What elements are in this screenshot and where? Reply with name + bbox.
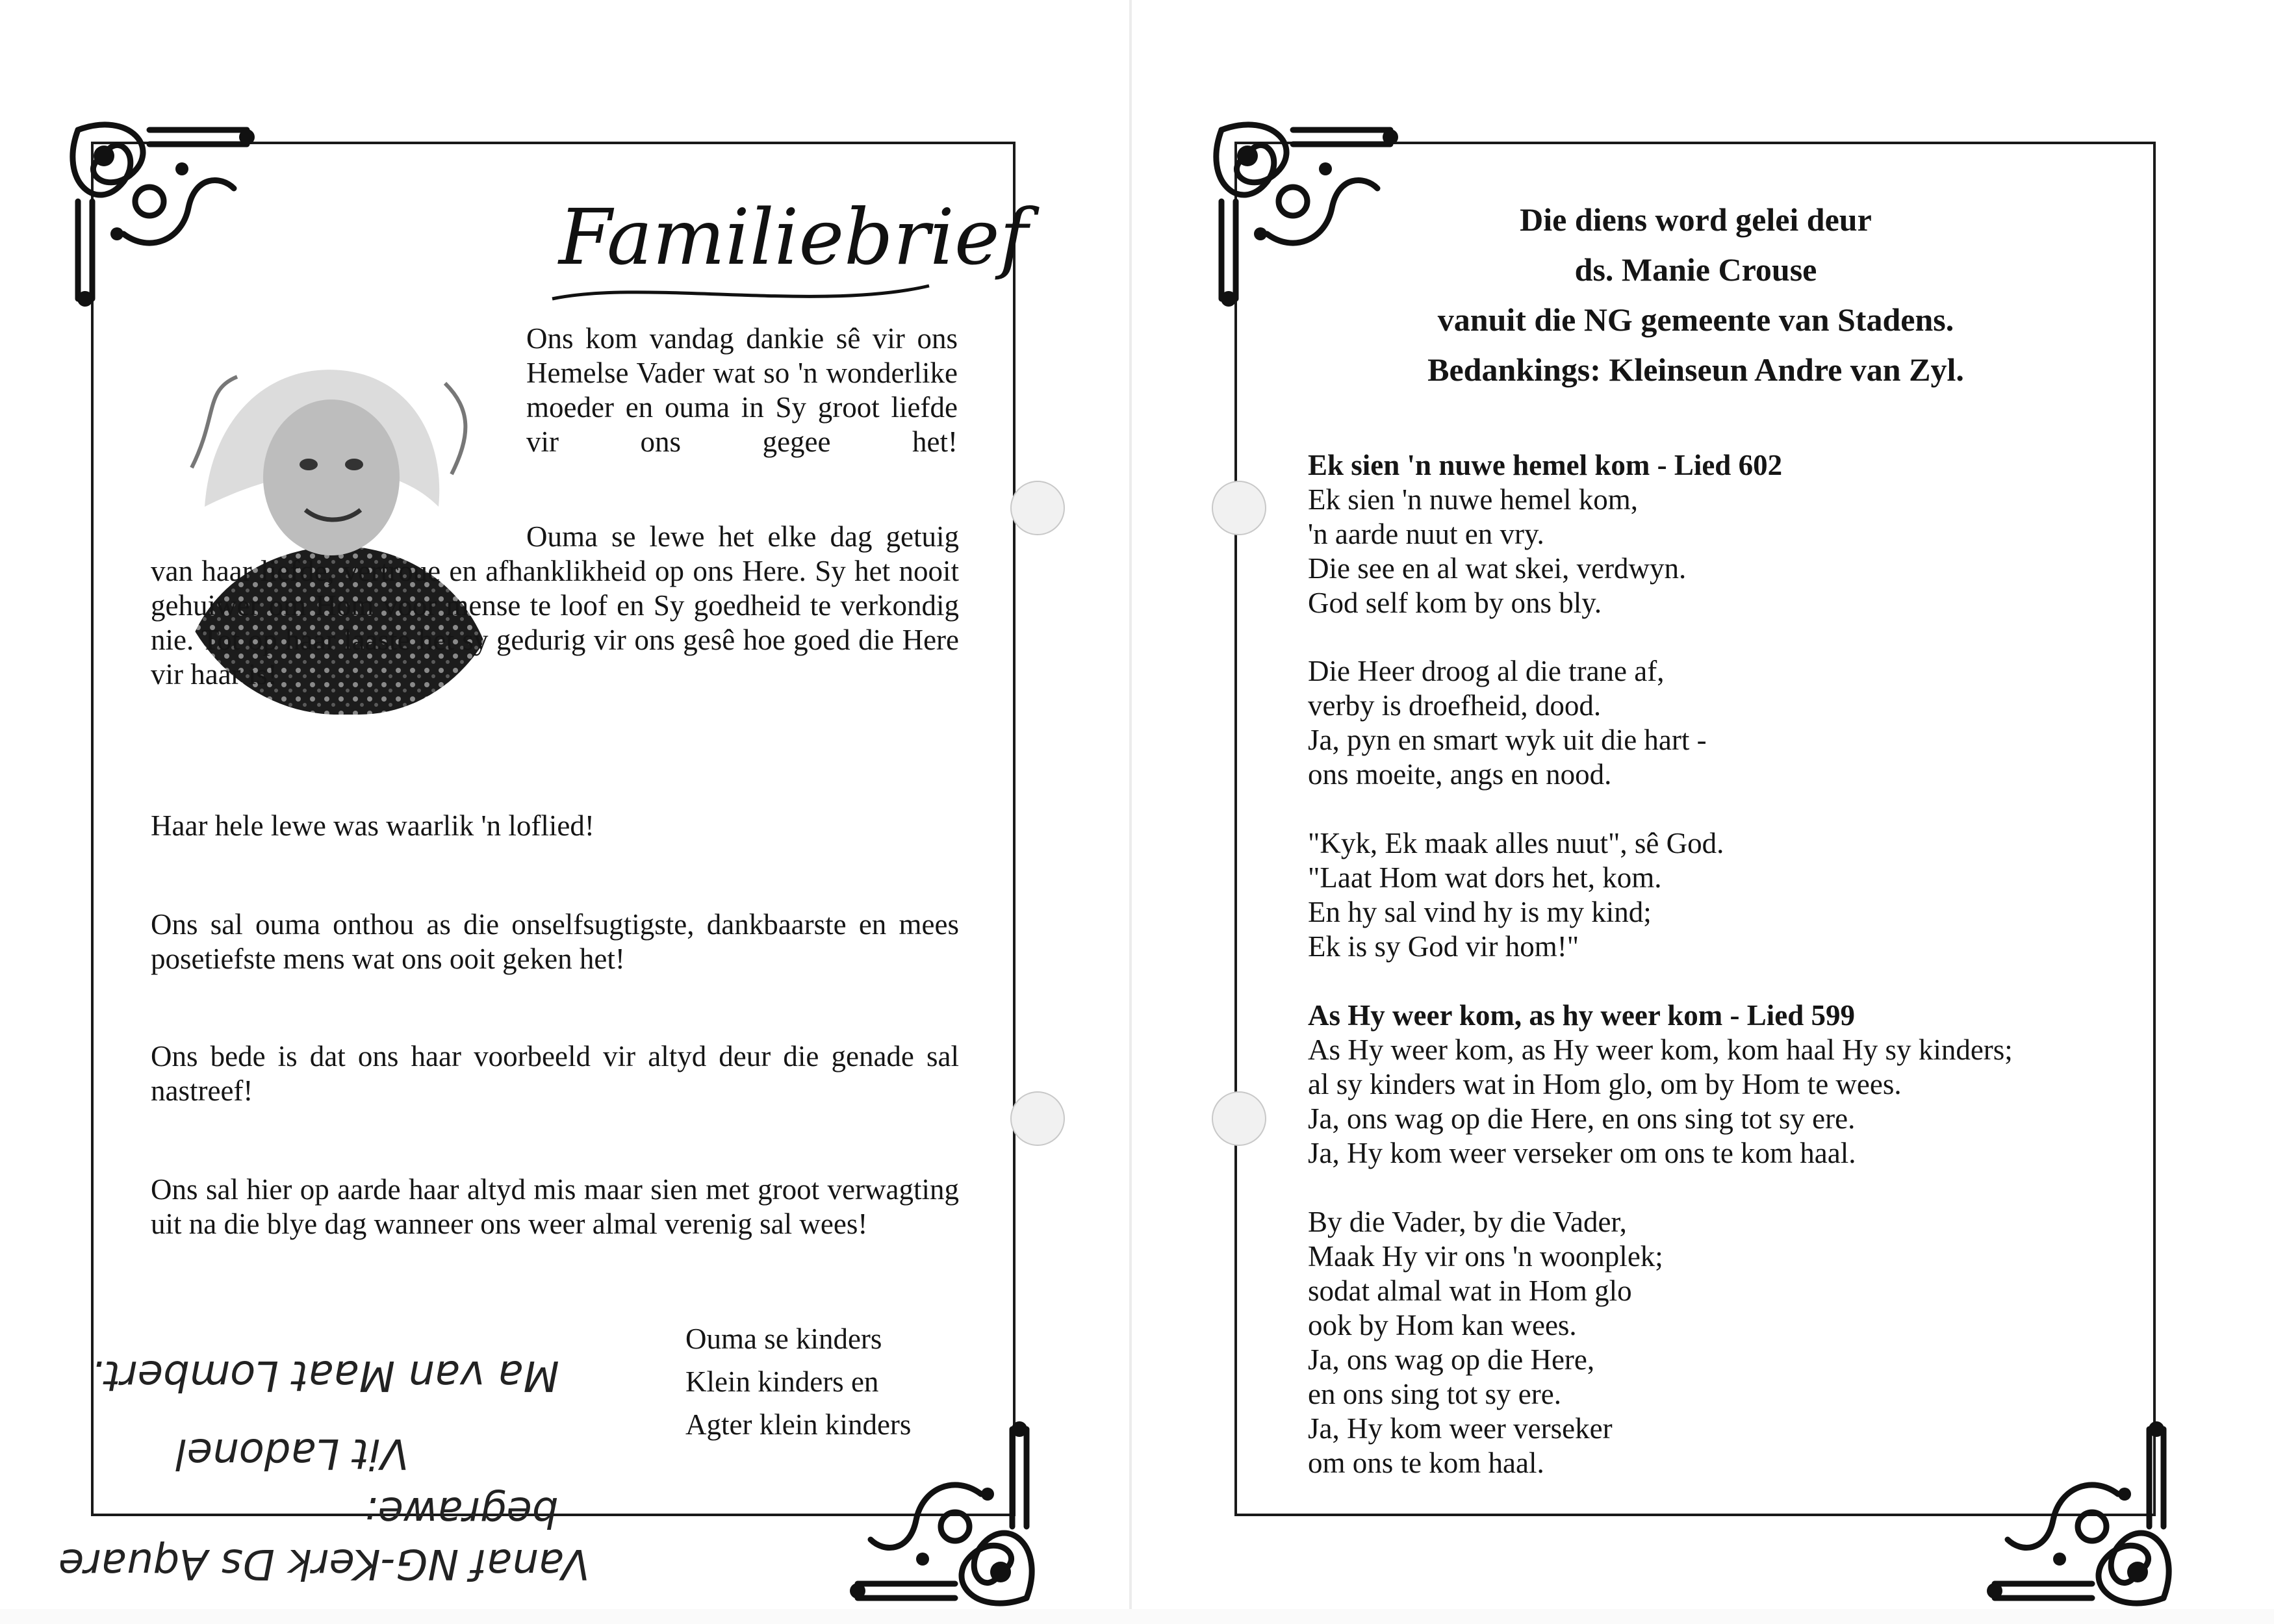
punch-hole bbox=[1010, 481, 1065, 535]
title-swash-icon bbox=[546, 273, 936, 312]
signature-line: Agter klein kinders bbox=[685, 1408, 912, 1441]
signature-line: Klein kinders en bbox=[685, 1365, 879, 1398]
hymn-title: Ek sien 'n nuwe hemel kom - Lied 602 bbox=[1308, 449, 1783, 481]
letter-paragraph: Ons sal ouma onthou as die onselfsugtigste, dankbaarste en mees posetiefste mens wat ons ooit geken het! bbox=[151, 908, 959, 975]
punch-hole bbox=[1212, 481, 1266, 535]
hymn-verse: As Hy weer kom, as Hy weer kom, kom haal Hy sy kinders; al sy kinders wat in Hom glo, om by Hom te wees. Ja, ons wag op die Here, en ons sing tot sy ere. Ja, Hy kom weer verseker om ons te kom haal. bbox=[1308, 1034, 2013, 1169]
fold-line bbox=[1129, 0, 1132, 1609]
ornament-corner-icon bbox=[52, 104, 260, 312]
letter-paragraph: Ons bede is dat ons haar voorbeeld vir altyd deur die genade sal nastreef! bbox=[151, 1040, 959, 1107]
letter-paragraph: Ons kom vandag dankie sê vir ons Hemelse Vader wat so 'n wonderlike moeder en ouma in Sy groot liefde vir ons gegee het! bbox=[526, 322, 958, 458]
page-title: Familiebrief bbox=[559, 192, 1028, 282]
punch-hole bbox=[1010, 1091, 1065, 1146]
letter-paragraph: Haar hele lewe was waarlik 'n loflied! bbox=[151, 809, 594, 842]
heading-line: ds. Manie Crouse bbox=[1574, 251, 1817, 288]
hymn-verse: Ek sien 'n nuwe hemel kom, 'n aarde nuut en vry. Die see en al wat skei, verdwyn. God self kom by ons bly. bbox=[1308, 483, 1687, 619]
hymn-verse: "Kyk, Ek maak alles nuut", sê God. "Laat Hom wat dors het, kom. En hy sal vind hy is my kind; Ek is sy God vir hom!" bbox=[1308, 827, 1724, 963]
hymn-verse: Die Heer droog al die trane af, verby is droefheid, dood. Ja, pyn en smart wyk uit die hart - ons moeite, angs en nood. bbox=[1308, 655, 1707, 791]
letter-paragraph: Ons sal hier op aarde haar altyd mis maar sien met groot verwagting uit na die blye dag wanneer ons weer almal verenig sal wees! bbox=[151, 1173, 959, 1240]
handwritten-note: begrawe: bbox=[364, 1488, 559, 1536]
heading-line: Bedankings: Kleinseun Andre van Zyl. bbox=[1427, 351, 1964, 388]
handwritten-note: Vanaf NG-Kerk Ds Aquare bbox=[58, 1540, 590, 1588]
ornament-corner-icon bbox=[1982, 1416, 2190, 1624]
handwritten-note: Vit Ladonel bbox=[175, 1429, 409, 1477]
heading-line: vanuit die NG gemeente van Stadens. bbox=[1437, 301, 1954, 338]
letter-paragraph: Ouma se lewe het elke dag getuig van haar liefde, vertroue en afhanklikheid op ons Here. Sy het nooit gehuiwer om Hom voor mense te loof en Sy goedheid te verkondig nie. Tot op haar laaste het sy gedurig vir ons gesê hoe goed die Here vir haar is! bbox=[151, 520, 959, 691]
signature-line: Ouma se kinders bbox=[685, 1323, 882, 1355]
hymn-title: As Hy weer kom, as hy weer kom - Lied 599 bbox=[1308, 999, 1856, 1032]
hymn-verse: By die Vader, by die Vader, Maak Hy vir ons 'n woonplek; sodat almal wat in Hom glo ook by Hom kan wees. Ja, ons wag op die Here, en ons sing tot sy ere. Ja, Hy kom weer verseker om ons te kom haal. bbox=[1308, 1206, 1663, 1479]
punch-hole bbox=[1212, 1091, 1266, 1146]
heading-line: Die diens word gelei deur bbox=[1520, 201, 1872, 238]
service-heading bbox=[1267, 195, 2125, 395]
handwritten-note: Ma van Maat Lombert. bbox=[91, 1351, 559, 1399]
ornament-corner-icon bbox=[845, 1416, 1053, 1624]
